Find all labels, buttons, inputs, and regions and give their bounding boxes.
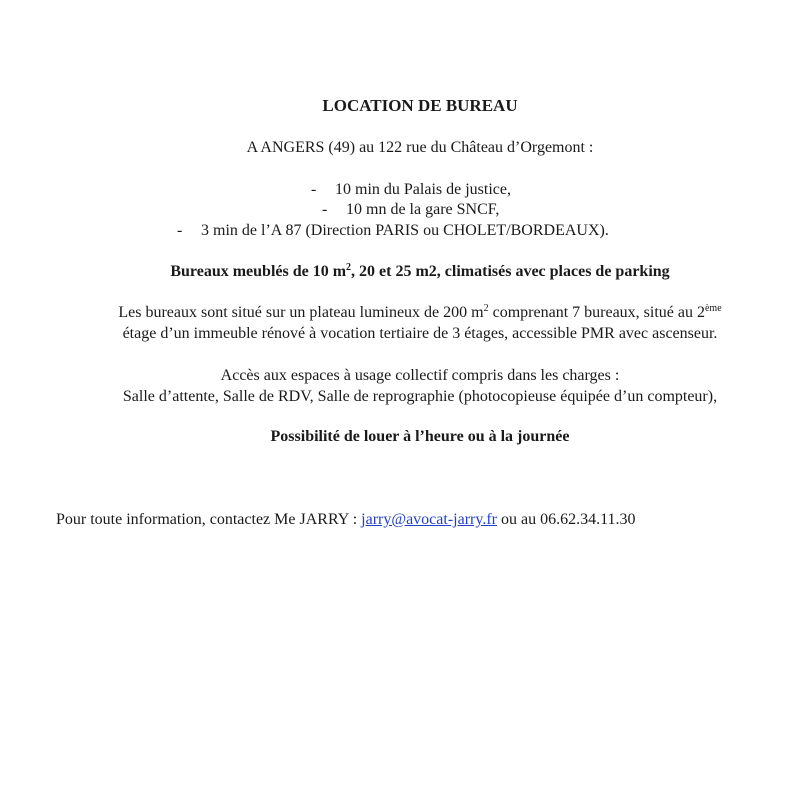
address-line: A ANGERS (49) au 122 rue du Château d’Orgemont : xyxy=(246,139,594,156)
description-sup-1: 2 xyxy=(483,303,489,314)
features-sup: 2 xyxy=(346,262,352,273)
description-line-1 xyxy=(0,304,804,322)
bullet-text: 3 min de l’A 87 (Direction PARIS ou CHOLET/BORDEAUX). xyxy=(201,222,609,239)
bullet-dash: - xyxy=(177,222,183,239)
description-text-2: comprenant 7 bureaux, situé au 2 xyxy=(488,304,705,321)
access-line-2: Salle d’attente, Salle de RDV, Salle de reprographie (photocopieuse équipée d’un compteur), xyxy=(122,388,718,405)
description-line-2: étage d’un immeuble rénové à vocation tertiaire de 3 étages, accessible PMR avec ascenseur. xyxy=(122,325,718,342)
features-text-1: Bureaux meublés de 10 m xyxy=(170,263,347,280)
contact-suffix: ou au 06.62.34.11.30 xyxy=(496,511,636,528)
access-line-1: Accès aux espaces à usage collectif compris dans les charges : xyxy=(220,367,620,384)
features-text-2: , 20 et 25 m2, climatisés avec places de parking xyxy=(351,263,670,280)
hourly-rental-line: Possibilité de louer à l’heure ou à la journée xyxy=(270,428,570,445)
contact-line xyxy=(56,511,636,529)
document-title: LOCATION DE BUREAU xyxy=(322,96,518,115)
bullet-dash: - xyxy=(322,201,328,218)
bullet-item xyxy=(322,201,499,219)
description-sup-2: ème xyxy=(704,303,722,314)
bullet-dash: - xyxy=(311,181,317,198)
bullet-text: 10 mn de la gare SNCF, xyxy=(346,201,500,218)
bullet-item xyxy=(311,181,511,199)
email-link[interactable]: jarry@avocat-jarry.fr xyxy=(361,511,497,528)
bullet-text: 10 min du Palais de justice, xyxy=(335,181,511,198)
features-line xyxy=(0,263,804,281)
description-text-1: Les bureaux sont situé sur un plateau lumineux de 200 m xyxy=(118,304,484,321)
contact-prefix: Pour toute information, contactez Me JARRY : xyxy=(56,511,362,528)
bullet-item xyxy=(177,222,609,240)
